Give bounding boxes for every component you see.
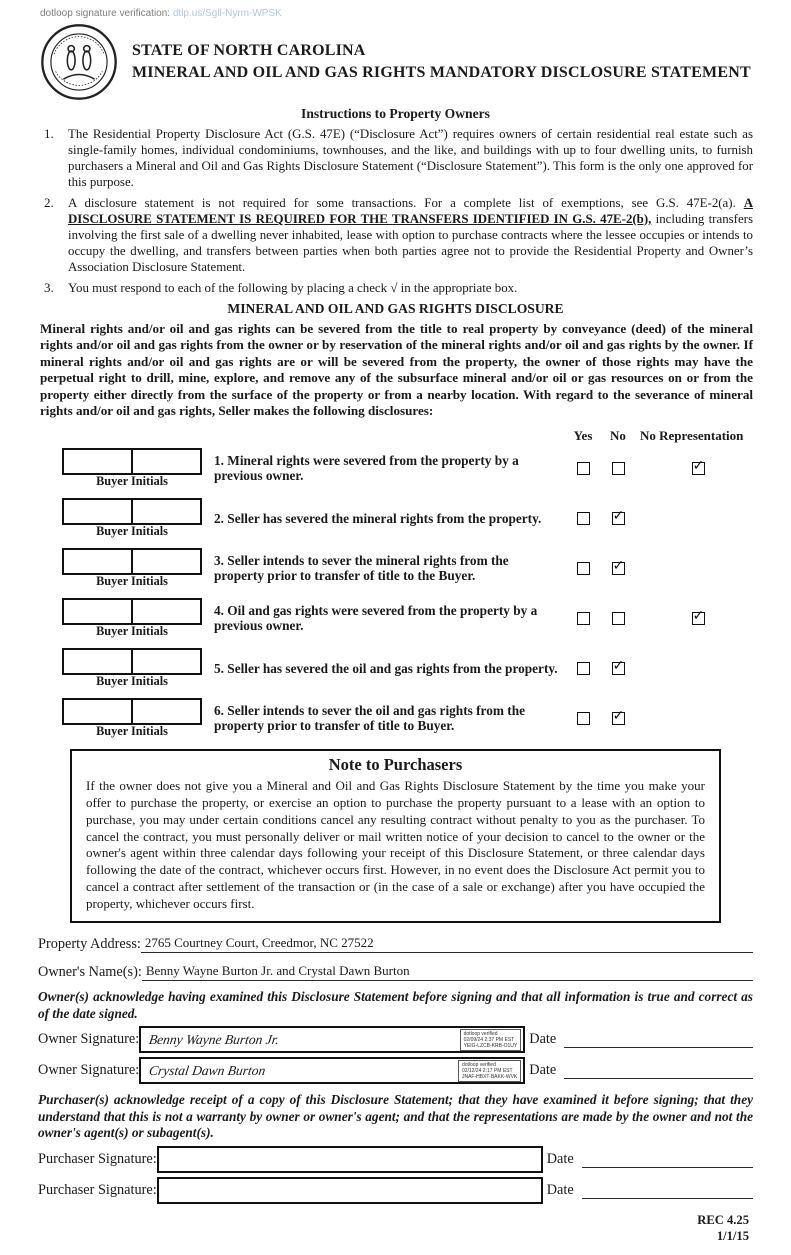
disclosure-row-5 (62, 648, 753, 689)
buyer-initials-group (62, 498, 202, 539)
yes-checkbox[interactable] (577, 612, 590, 625)
property-address-label: Property Address: (38, 936, 141, 953)
purchaser-signature-label: Purchaser Signature: (38, 1151, 157, 1168)
verification-link[interactable]: dtlp.us/Sgll-Nyrm-WPSK (172, 8, 282, 19)
check-mark-icon: ✓ (692, 457, 705, 474)
purchaser-signature-field-2[interactable] (157, 1177, 543, 1204)
buyer-initials-cell-2[interactable] (133, 700, 200, 723)
purchaser-signature-label: Purchaser Signature: (38, 1182, 157, 1199)
yes-checkbox-cell (568, 512, 598, 525)
check-mark-icon: ✓ (612, 557, 625, 574)
purchaser-signature-row-2 (38, 1177, 753, 1204)
statement-text: 3. Seller intends to sever the mineral rights from the property prior to transfer of title to the Buyer. (214, 552, 509, 584)
check-mark-icon: ✓ (612, 507, 625, 524)
owner-signature-row-2 (38, 1057, 753, 1084)
buyer-initials-cell-2[interactable] (133, 500, 200, 523)
buyer-initials-box[interactable] (62, 598, 202, 625)
verification-line (38, 4, 753, 21)
buyer-initials-cell-1[interactable] (64, 600, 133, 623)
no-representation-checkbox[interactable] (692, 607, 705, 625)
buyer-initials-label: Buyer Initials (96, 673, 168, 688)
yes-checkbox-cell (568, 612, 598, 625)
form-date: 1/1/15 (716, 1229, 749, 1244)
item-number: 2. (44, 195, 54, 210)
yes-checkbox-cell (568, 462, 598, 475)
item-text: You must respond to each of the following by placing a check √ in the appropriate box. (68, 281, 518, 295)
disclosure-table-header (62, 428, 753, 444)
property-address-value[interactable]: 2765 Courtney Court, Creedmor, NC 27522 (141, 935, 753, 953)
note-heading: Note to Purchasers (328, 754, 463, 774)
owner1-signature-script: Benny Wayne Burton Jr. (148, 1031, 281, 1047)
no-representation-checkbox[interactable] (692, 457, 705, 475)
buyer-initials-cell-2[interactable] (133, 550, 200, 573)
date-label: Date (529, 1031, 557, 1048)
disclosure-row-6 (62, 698, 753, 739)
disclosure-heading: MINERAL AND OIL AND GAS RIGHTS DISCLOSURE (227, 301, 564, 316)
verification-label: dotloop signature verification: (40, 8, 171, 19)
buyer-initials-cell-1[interactable] (64, 550, 133, 573)
no-checkbox-cell (600, 462, 636, 475)
buyer-initials-group (62, 548, 202, 589)
buyer-initials-box[interactable] (62, 548, 202, 575)
owner1-date-line[interactable] (564, 1032, 753, 1048)
owner-signature-row-1 (38, 1026, 753, 1053)
no-checkbox[interactable] (612, 657, 625, 675)
no-checkbox[interactable] (612, 707, 625, 725)
check-mark-icon: ✓ (692, 607, 705, 624)
buyer-initials-box[interactable] (62, 498, 202, 525)
no-representation-checkbox-cell (638, 457, 758, 475)
owner-names-label: Owner's Name(s): (38, 964, 142, 981)
buyer-initials-box[interactable] (62, 648, 202, 675)
owner-signature-label: Owner Signature: (38, 1031, 140, 1048)
owner2-signature-script: Crystal Dawn Burton (148, 1062, 267, 1078)
buyer-initials-cell-1[interactable] (64, 450, 133, 473)
col-header-no-representation: No Representation (640, 427, 744, 443)
property-address-row (38, 935, 753, 953)
no-checkbox[interactable] (612, 557, 625, 575)
check-mark-icon: ✓ (612, 707, 625, 724)
owner2-date-line[interactable] (564, 1063, 753, 1079)
form-number: REC 4.25 (697, 1213, 749, 1228)
buyer-initials-cell-1[interactable] (64, 500, 133, 523)
buyer-initials-cell-1[interactable] (64, 650, 133, 673)
no-checkbox[interactable] (612, 462, 625, 475)
disclosure-table-body (62, 448, 753, 739)
form-footer (38, 1212, 753, 1245)
yes-checkbox[interactable] (577, 712, 590, 725)
dotloop-verified-stamp: dotloop verified 02/12/24 2:17 PM EST JNAF-HBXT-BAKK-WVK (458, 1060, 521, 1082)
statement-text: 4. Oil and gas rights were severed from the property by a previous owner. (214, 602, 538, 634)
buyer-initials-label: Buyer Initials (96, 473, 168, 488)
buyer-initials-label: Buyer Initials (96, 623, 168, 638)
owner-signature-field-1[interactable] (139, 1026, 525, 1053)
no-representation-checkbox-cell (638, 607, 758, 625)
yes-checkbox-cell (568, 662, 598, 675)
buyer-initials-box[interactable] (62, 698, 202, 725)
instructions-heading: Instructions to Property Owners (301, 106, 490, 121)
buyer-initials-cell-2[interactable] (133, 650, 200, 673)
yes-checkbox[interactable] (577, 512, 590, 525)
disclosure-row-2 (62, 498, 753, 539)
item-text: The Residential Property Disclosure Act (G.S. 47E) (“Disclosure Act”) requires owners of certain residential real estate such as single-family homes, individual condominiums, townhouses, and the like, and buildings with up to four dwelling units, to furnish purchasers a Mineral and Oil and Gas Rights Disclosure Statement (“Disclosure Statement”). This form is the only one approved for this purpose. (68, 127, 753, 189)
dotloop-verified-stamp: dotloop verified 02/09/24 2:37 PM EST YEIG-LZCB-KRB-O1UY (460, 1029, 522, 1051)
purchaser1-date-line[interactable] (582, 1152, 753, 1168)
buyer-initials-box[interactable] (62, 448, 202, 475)
statement-text: 1. Mineral rights were severed from the property by a previous owner. (214, 452, 519, 484)
buyer-initials-label: Buyer Initials (96, 523, 168, 538)
buyer-initials-group (62, 648, 202, 689)
disclosure-table (62, 428, 753, 739)
yes-checkbox[interactable] (577, 462, 590, 475)
buyer-initials-group (62, 698, 202, 739)
no-checkbox-cell (600, 657, 636, 675)
note-to-purchasers-box (70, 749, 721, 923)
no-checkbox-cell (600, 507, 636, 525)
buyer-initials-cell-2[interactable] (133, 600, 200, 623)
col-header-no: No (610, 427, 626, 443)
purchaser-signature-row-1 (38, 1146, 753, 1173)
statement-text: 2. Seller has severed the mineral rights from the property. (214, 510, 542, 526)
disclosure-row-3 (62, 548, 753, 589)
yes-checkbox[interactable] (577, 562, 590, 575)
no-checkbox-cell (600, 707, 636, 725)
statement-text: 6. Seller intends to sever the oil and gas rights from the property prior to transfer of title to Buyer. (214, 702, 525, 734)
instruction-item-1 (38, 126, 753, 190)
disclosure-row-1 (62, 448, 753, 489)
yes-checkbox[interactable] (577, 662, 590, 675)
instruction-item-3 (38, 280, 753, 296)
statement-text: 5. Seller has severed the oil and gas rights from the property. (214, 660, 558, 676)
instruction-item-2 (38, 195, 753, 275)
buyer-initials-label: Buyer Initials (96, 573, 168, 588)
disclosure-row-4 (62, 598, 753, 639)
nc-state-seal-icon (40, 23, 118, 101)
no-checkbox[interactable] (612, 612, 625, 625)
buyer-initials-cell-2[interactable] (133, 450, 200, 473)
owner-signature-field-2[interactable] (139, 1057, 525, 1084)
buyer-initials-group (62, 598, 202, 639)
required-transfers-emphasis: A DISCLOSURE STATEMENT IS REQUIRED FOR THE TRANSFERS IDENTIFIED IN G.S. 47E-2(b), (68, 196, 753, 226)
buyer-initials-group (62, 448, 202, 489)
yes-checkbox-cell (568, 562, 598, 575)
owner-names-value[interactable]: Benny Wayne Burton Jr. and Crystal Dawn Burton (142, 963, 753, 981)
header-title-line: MINERAL AND OIL AND GAS RIGHTS MANDATORY DISCLOSURE STATEMENT (132, 64, 751, 81)
header-titles (132, 40, 751, 83)
no-checkbox-cell (600, 612, 636, 625)
check-mark-icon: ✓ (612, 657, 625, 674)
no-checkbox-cell (600, 557, 636, 575)
date-label: Date (546, 1182, 574, 1199)
item-number: 1. (44, 126, 54, 141)
owner-signature-label: Owner Signature: (38, 1062, 140, 1079)
purchaser2-date-line[interactable] (582, 1183, 753, 1199)
col-header-yes: Yes (573, 427, 593, 443)
owner-names-row (38, 963, 753, 981)
buyer-initials-label: Buyer Initials (96, 723, 168, 738)
purchaser-acknowledgment: Purchaser(s) acknowledge receipt of a copy of this Disclosure Statement; that they have examined it before signing; that they understand that this is not a warranty by owner or owner's agent; and that the representations are made by the owner and not the owner's agent(s) or subagent(s). (38, 1092, 753, 1141)
date-label: Date (529, 1062, 557, 1079)
yes-checkbox-cell (568, 712, 598, 725)
note-body: If the owner does not give you a Mineral and Oil and Gas Rights Disclosure Statement by the time you make your offer to purchase the property, or exercise an option to purchase the property pursuant to a lease with an option to purchase, you may under certain conditions cancel any resulting contract without penalty to you as the purchaser. To cancel the contract, you must personally deliver or mail written notice of your decision to cancel to the owner or the owner's agent within three calendar days following your receipt of this Disclosure Statement, or three calendar days following the date of the contract, whichever occurs first. However, in no event does the Disclosure Act permit you to cancel a contract after settlement of the transaction or (in the case of a sale or exchange) after you have occupied the property, whichever occurs first. (86, 777, 705, 912)
buyer-initials-cell-1[interactable] (64, 700, 133, 723)
header-state-line: STATE OF NORTH CAROLINA (132, 42, 366, 60)
disclosure-body: Mineral rights and/or oil and gas rights can be severed from the title to real property by conveyance (deed) of the mineral rights and/or oil and gas rights from the owner or by reservation of the mineral rights and/or oil and gas rights by the owner. If mineral rights and/or oil and gas rights are or will be severed from the property, the owner of those rights may have the perpetual right to drill, mine, explore, and remove any of the subsurface mineral and/or oil or gas resources on or from the property either directly from the surface of the property or from a nearby location. With regard to the severance of mineral rights and/or oil and gas rights, Seller makes the following disclosures: (40, 321, 753, 419)
no-checkbox[interactable] (612, 507, 625, 525)
owner-acknowledgment: Owner(s) acknowledge having examined this Disclosure Statement before signing and that all information is true and correct as of the date signed. (38, 989, 753, 1021)
item-number: 3. (44, 280, 54, 295)
item-text: A disclosure statement is not required for some transactions. For a complete list of exemptions, see G.S. 47E-2(a). A DISCLOSURE STATEMENT IS REQUIRED FOR THE TRANSFERS IDENTIFIED IN G.S. 47E-2(b), including transfers involving the first sale of a dwelling never inhabited, lease with option to purchase contracts where the lessee occupies or intends to occupy the dwelling, and transfers between parties when both parties agree not to provide the Residential Property and Owner’s Association Disclosure Statement. (68, 196, 753, 274)
purchaser-signature-field-1[interactable] (157, 1146, 543, 1173)
date-label: Date (546, 1151, 574, 1168)
header (40, 23, 753, 101)
